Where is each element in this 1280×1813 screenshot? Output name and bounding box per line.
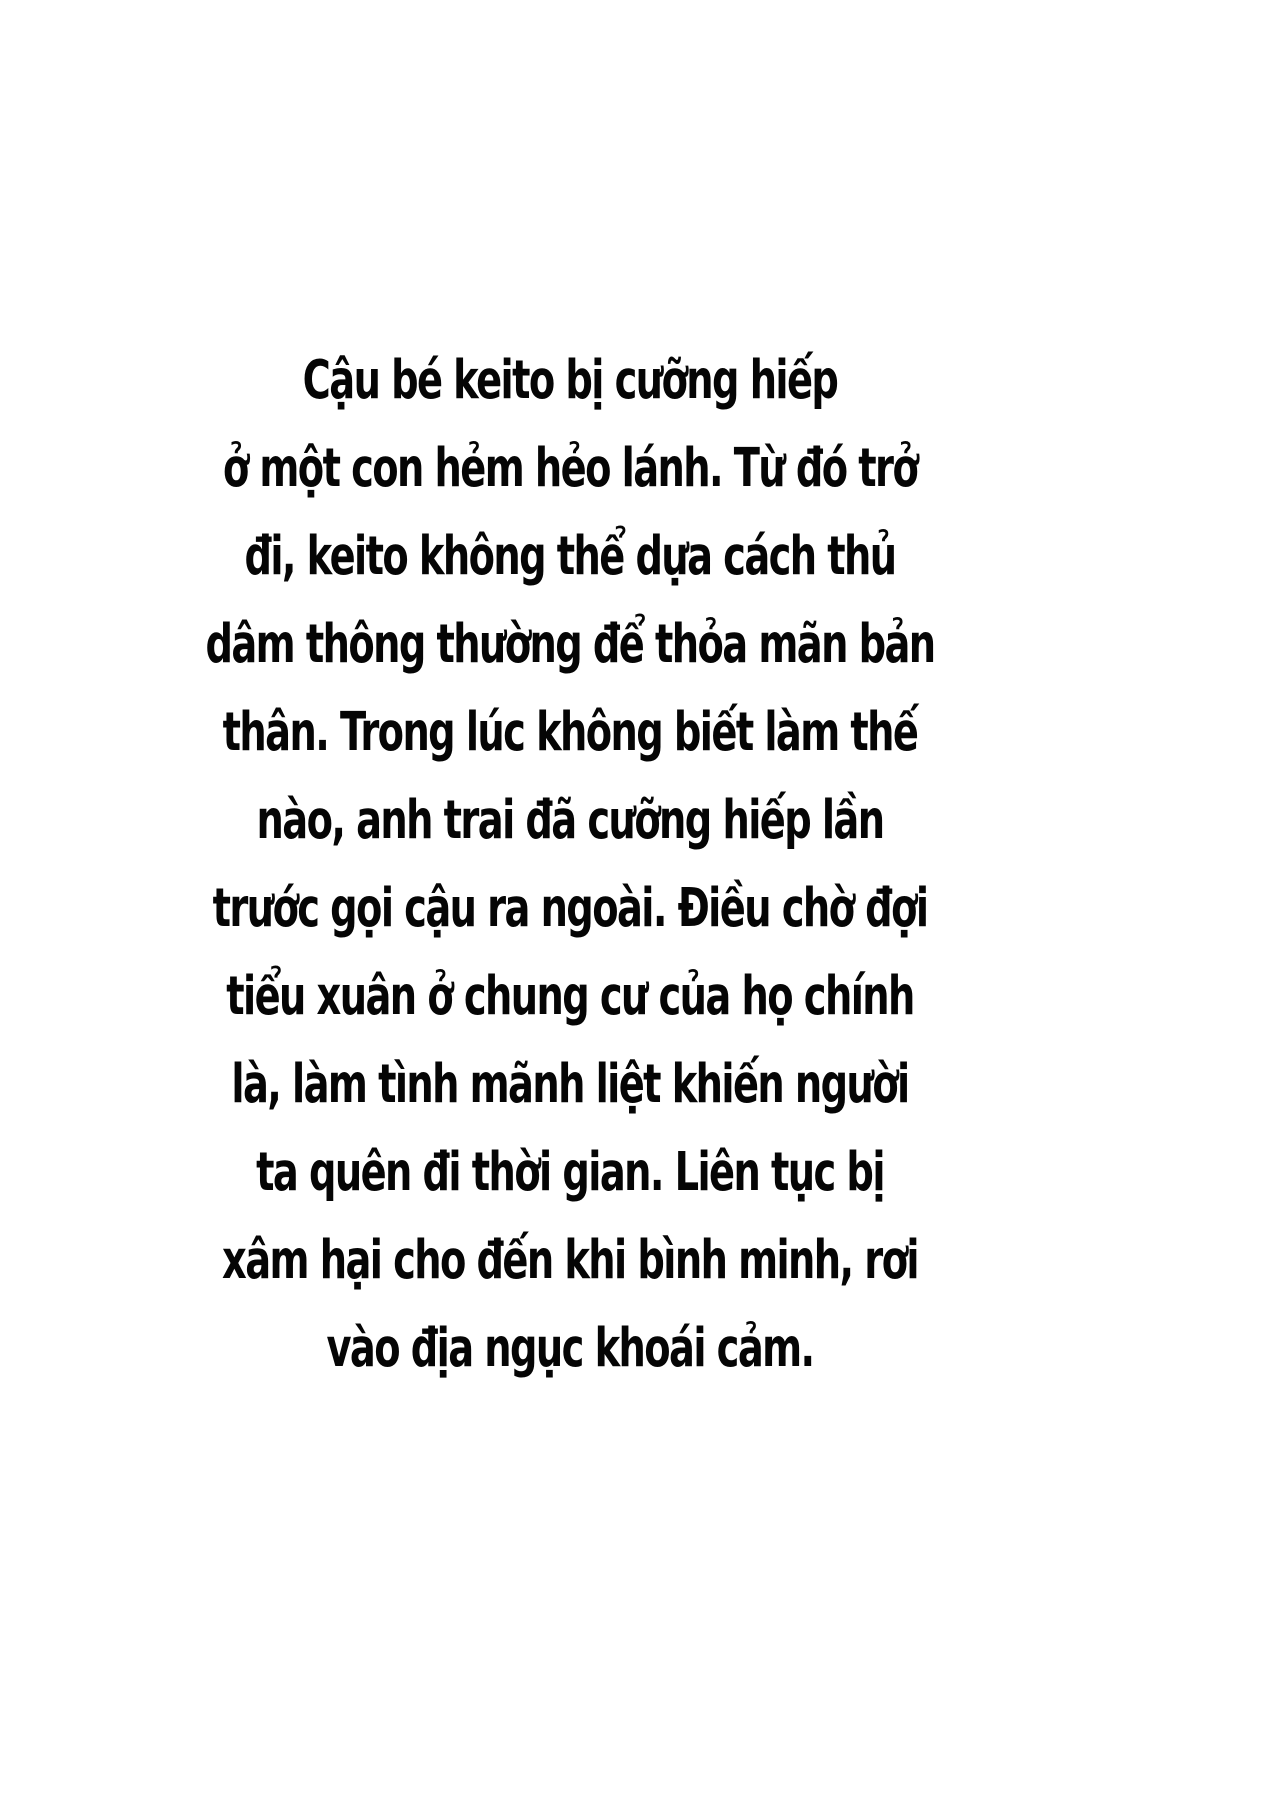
synopsis-line: xâm hại cho đến khi bình minh, rơi (222, 1228, 918, 1292)
synopsis-line: đi, keito không thể dựa cách thủ (244, 524, 896, 588)
synopsis-line: dâm thông thường để thỏa mãn bản (205, 612, 935, 676)
synopsis-line: vào địa ngục khoái cảm. (326, 1316, 814, 1380)
synopsis-line: là, làm tình mãnh liệt khiến người (231, 1052, 909, 1116)
synopsis-line: ta quên đi thời gian. Liên tục bị (256, 1140, 884, 1204)
synopsis-line: nào, anh trai đã cưỡng hiếp lần (256, 788, 884, 852)
synopsis-line: trước gọi cậu ra ngoài. Điều chờ đợi (212, 876, 928, 940)
synopsis-line: tiểu xuân ở chung cư của họ chính (226, 964, 914, 1028)
synopsis-text-block (70, 336, 1070, 1392)
synopsis-line: Cậu bé keito bị cưỡng hiếp (302, 348, 838, 412)
synopsis-line: thân. Trong lúc không biết làm thế (222, 700, 918, 764)
synopsis-line: ở một con hẻm hẻo lánh. Từ đó trở (222, 436, 918, 500)
